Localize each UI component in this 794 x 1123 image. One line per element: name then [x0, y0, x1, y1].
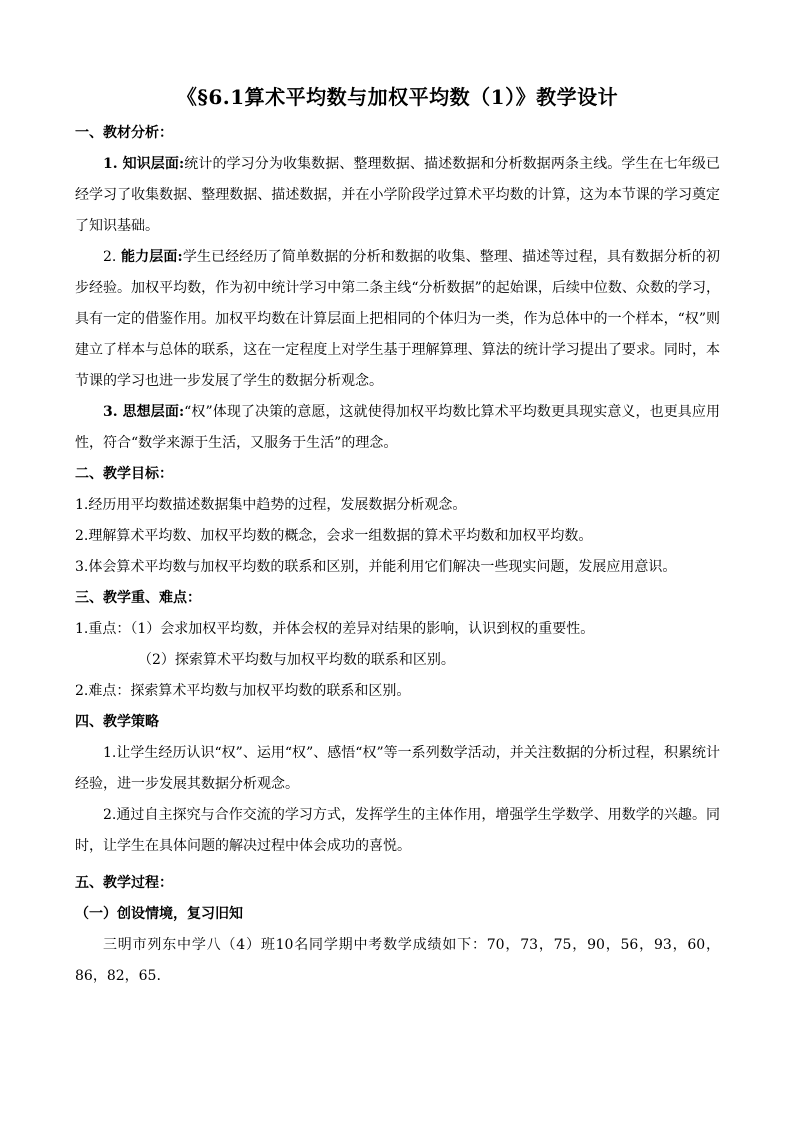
goal-item: 2.理解算术平均数、加权平均数的概念，会求一组数据的算术平均数和加权平均数。 — [75, 528, 593, 544]
text-knowledge-level: 统计的学习分为收集数据、整理数据、描述数据和分析数据两条主线。学生在七年级已经学习了收集数据、整理数据、描述数据，并在小学阶段学过算术平均数的计算，这为本节课的学习奠定了知识基础。 — [75, 156, 720, 234]
label-thinking-level: 3. 思想层面: — [103, 404, 185, 420]
paragraph-thinking-level — [75, 397, 720, 459]
paragraph-knowledge-level — [75, 149, 720, 242]
section-heading-teaching-process: 五、教学过程： — [75, 875, 173, 891]
difficulty-item: 2.难点：探索算术平均数与加权平均数的联系和区别。 — [75, 683, 411, 699]
section-heading-key-points: 三、教学重、难点： — [75, 590, 201, 606]
text-ability-level: 学生已经经历了简单数据的分析和数据的收集、整理、描述等过程，具有数据分析的初步经验。加权平均数，作为初中统计学习中第二条主线“分析数据”的起始课，后续中位数、众数的学习，具有一定的借鉴作用。加权平均数在计算层面上把相同的个体归为一类，作为总体中的一个样本，“权”则建立了样本与总体的联系，这在一定程度上对学生基于理解算理、算法的统计学习提出了要求。同时，本节课的学习也进一步发展了学生的数据分析观念。 — [75, 249, 721, 389]
section-heading-textbook-analysis: 一、教材分析： — [75, 125, 173, 141]
label-ability-level: 能力层面: — [120, 249, 183, 265]
label-knowledge-level: 1. 知识层面: — [103, 156, 185, 172]
text-thinking-level: “权”体现了决策的意愿，这就使得加权平均数比算术平均数更具现实意义，也更具应用性，符合“数学来源于生活，又服务于生活”的理念。 — [75, 404, 720, 451]
document-page — [75, 80, 720, 992]
subsection-heading-scenario: （一）创设情境，复习旧知 — [75, 906, 243, 922]
number-ability-level: 2. — [103, 249, 121, 265]
goal-item: 1.经历用平均数描述数据集中趋势的过程，发展数据分析观念。 — [75, 497, 467, 513]
paragraph-ability-level — [75, 242, 720, 397]
strategy-item: 2.通过自主探究与合作交流的学习方式，发挥学生的主体作用，增强学生学数学、用数学的兴趣。同时，让学生在具体问题的解决过程中体会成功的喜悦。 — [75, 807, 720, 854]
document-title: 《§6.1算术平均数与加权平均数（1）》教学设计 — [176, 85, 619, 109]
key-point-subitem: （2）探索算术平均数与加权平均数的联系和区别。 — [138, 652, 455, 668]
section-heading-teaching-goals: 二、教学目标： — [75, 466, 173, 482]
key-point-item: 1.重点：（1）会求加权平均数，并体会权的差异对结果的影响，认识到权的重要性。 — [75, 621, 595, 637]
section-heading-teaching-strategy: 四、教学策略 — [75, 714, 159, 730]
goal-item: 3.体会算术平均数与加权平均数的联系和区别，并能利用它们解决一些现实问题，发展应用意识。 — [75, 559, 677, 575]
scenario-text: 三明市列东中学八（4）班10名同学期中考数学成绩如下：70，73，75，90，56，93，60，86，82，65. — [75, 937, 720, 984]
strategy-item: 1.让学生经历认识“权”、运用“权”、感悟“权”等一系列数学活动，并关注数据的分析过程，积累统计经验，进一步发展其数据分析观念。 — [75, 745, 720, 792]
